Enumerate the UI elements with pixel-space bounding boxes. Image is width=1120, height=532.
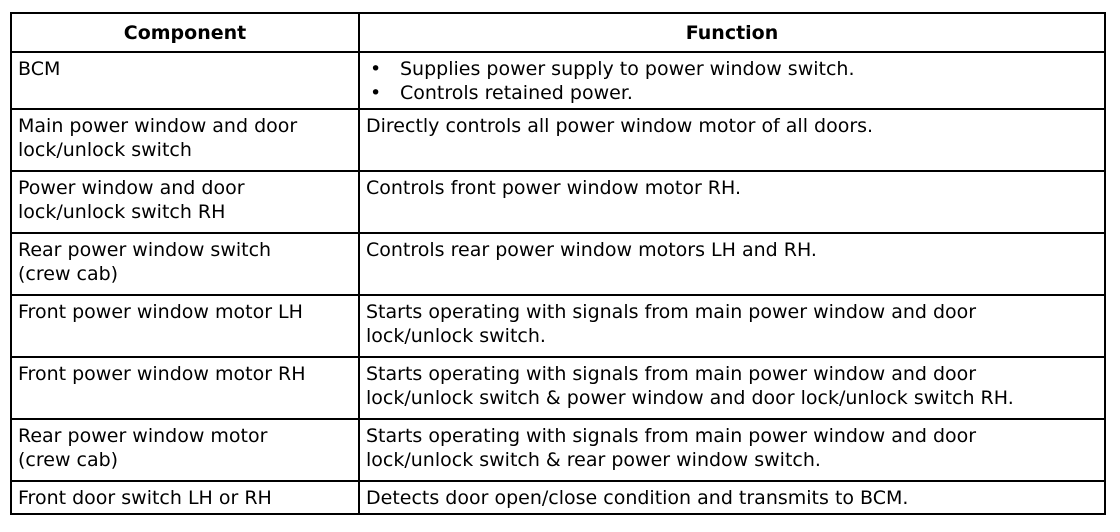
function-cell xyxy=(359,419,1105,481)
function-cell xyxy=(359,295,1105,357)
component-line: Power window and door xyxy=(18,177,245,199)
function-cell xyxy=(359,481,1105,514)
bullet-icon: • xyxy=(370,82,382,104)
function-cell xyxy=(359,52,1105,109)
function-cell xyxy=(359,109,1105,171)
list-item: • Controls retained power. xyxy=(370,82,633,104)
component-function-table xyxy=(10,12,1106,515)
function-bullet-list xyxy=(366,57,1098,105)
component-line: (crew cab) xyxy=(18,449,119,471)
function-line: lock/unlock switch & rear power window switch. xyxy=(366,449,821,471)
function-line: Starts operating with signals from main power window and door xyxy=(366,425,977,447)
table-row xyxy=(11,109,1105,171)
table-row xyxy=(11,171,1105,233)
component-cell xyxy=(11,171,359,233)
table-row xyxy=(11,481,1105,514)
table-row xyxy=(11,295,1105,357)
function-cell xyxy=(359,233,1105,295)
function-line: lock/unlock switch. xyxy=(366,325,546,347)
function-line: Detects door open/close condition and transmits to BCM. xyxy=(366,487,909,509)
function-line: lock/unlock switch & power window and door lock/unlock switch RH. xyxy=(366,387,1014,409)
table-row xyxy=(11,233,1105,295)
component-line: lock/unlock switch xyxy=(18,139,192,161)
component-line: lock/unlock switch RH xyxy=(18,201,226,223)
table-row xyxy=(11,52,1105,109)
list-item: • Supplies power supply to power window switch. xyxy=(370,58,855,80)
component-line: (crew cab) xyxy=(18,263,119,285)
bullet-icon: • xyxy=(370,58,382,80)
component-line: Front door switch LH or RH xyxy=(18,487,272,509)
component-line: Main power window and door xyxy=(18,115,298,137)
header-function: Function xyxy=(359,13,1105,52)
component-line: Front power window motor LH xyxy=(18,301,303,323)
component-cell xyxy=(11,295,359,357)
component-line: Front power window motor RH xyxy=(18,363,306,385)
component-cell xyxy=(11,233,359,295)
function-line: Directly controls all power window motor of all doors. xyxy=(366,115,874,137)
component-cell xyxy=(11,419,359,481)
function-line: Starts operating with signals from main power window and door xyxy=(366,363,977,385)
component-line: Rear power window motor xyxy=(18,425,268,447)
function-line: Controls rear power window motors LH and RH. xyxy=(366,239,817,261)
header-component: Component xyxy=(11,13,359,52)
function-cell xyxy=(359,357,1105,419)
function-line: Starts operating with signals from main power window and door xyxy=(366,301,977,323)
header-row xyxy=(11,13,1105,52)
component-line: Rear power window switch xyxy=(18,239,272,261)
component-cell xyxy=(11,52,359,109)
component-name: BCM xyxy=(18,58,61,80)
table-row xyxy=(11,357,1105,419)
function-line: Controls front power window motor RH. xyxy=(366,177,741,199)
table-row xyxy=(11,419,1105,481)
component-cell xyxy=(11,481,359,514)
component-cell xyxy=(11,357,359,419)
function-cell xyxy=(359,171,1105,233)
component-cell xyxy=(11,109,359,171)
